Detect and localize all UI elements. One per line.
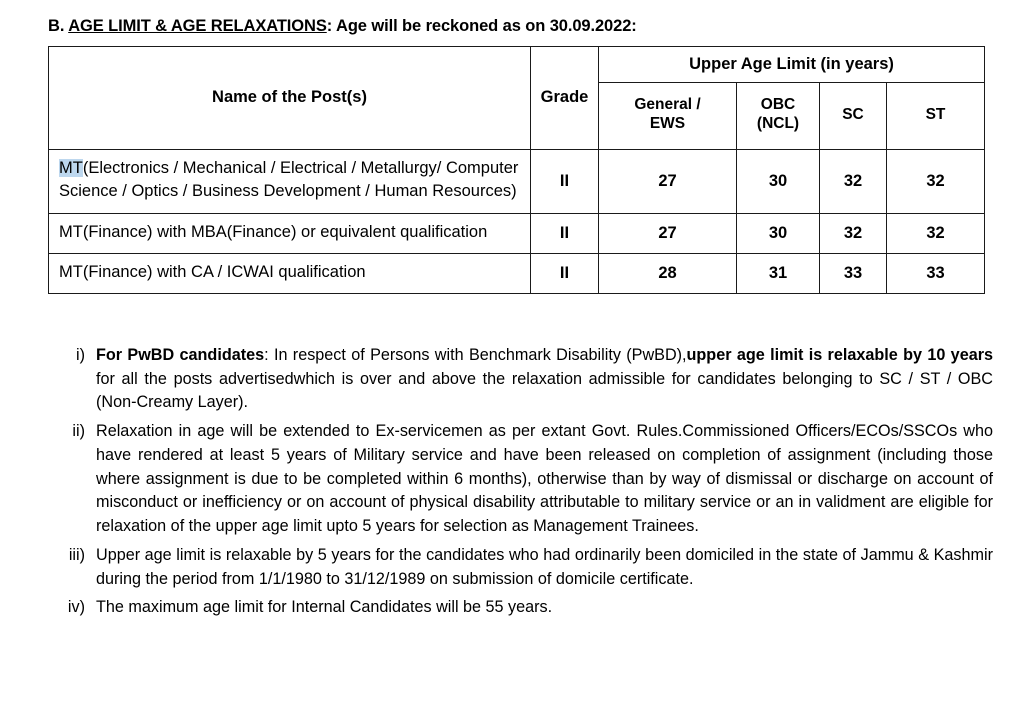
- section-letter: B.: [48, 17, 65, 35]
- cell-post-name: [49, 149, 531, 213]
- table-row: [49, 213, 985, 253]
- cell-post-name: MT(Finance) with CA / ICWAI qualification: [49, 254, 531, 294]
- cell-sc: 32: [820, 149, 887, 213]
- list-item: [48, 596, 993, 620]
- list-text: [96, 344, 993, 415]
- section-title: AGE LIMIT & AGE RELAXATIONS: [68, 17, 327, 35]
- cell-sc: 33: [820, 254, 887, 294]
- list-text: Relaxation in age will be extended to Ex-servicemen as per extant Govt. Rules.Commissioned Officers/ECOs/SSCOs who have rendered at least 5 years of Military service and have been released on completion of assignment (including those where assignment is due to be completed within 6 months), otherwise than by way of dismissal or discharge on account of misconduct or inefficiency or on account of physical disability attributable to military service or an in validment are eligible for relaxation of the upper age limit upto 5 years for selection as Management Trainees.: [96, 422, 993, 536]
- highlighted-text[interactable]: MT: [59, 158, 83, 177]
- table-row: [49, 254, 985, 294]
- column-header-general-ews: [599, 82, 737, 149]
- column-header-st: ST: [887, 82, 985, 149]
- cell-grade: II: [531, 254, 599, 294]
- obc-line2: (NCL): [756, 114, 800, 132]
- general-ews-line1: General /: [634, 96, 701, 114]
- general-ews-line2: EWS: [649, 114, 686, 132]
- list-marker: i): [76, 346, 85, 364]
- cell-post-name: MT(Finance) with MBA(Finance) or equivalent qualification: [49, 213, 531, 253]
- column-header-upper-age-limit: Upper Age Limit (in years): [599, 47, 985, 83]
- list-item: [48, 420, 993, 539]
- column-header-post: Name of the Post(s): [49, 47, 531, 150]
- note-text-part1: : In respect of Persons with Benchmark Disability (PwBD),: [264, 346, 687, 364]
- cell-obc-ncl: 31: [737, 254, 820, 294]
- list-marker: ii): [72, 422, 85, 441]
- cell-general-ews: 27: [599, 149, 737, 213]
- column-header-sc: SC: [820, 82, 887, 149]
- cell-st: 32: [887, 213, 985, 253]
- column-header-grade: Grade: [531, 47, 599, 150]
- post-name-text: (Electronics / Mechanical / Electrical / Metallurgy/ Computer Science / Optics / Business Development / Human Resources): [59, 158, 519, 201]
- cell-obc-ncl: 30: [737, 213, 820, 253]
- cell-general-ews: 28: [599, 254, 737, 294]
- note-bold-emphasis: upper age limit is relaxable by 10 years: [686, 346, 993, 364]
- list-marker: iii): [68, 545, 85, 564]
- obc-line1: OBC: [760, 96, 796, 114]
- age-limit-table: [48, 46, 985, 294]
- cell-grade: II: [531, 213, 599, 253]
- notes-list: [48, 344, 993, 620]
- list-text: Upper age limit is relaxable by 5 years for the candidates who had ordinarily been domiciled in the state of Jammu & Kashmir during the period from 1/1/1980 to 31/12/1989 on submission of domicile certificate.: [96, 545, 993, 588]
- cell-sc: 32: [820, 213, 887, 253]
- cell-st: 33: [887, 254, 985, 294]
- section-subtitle: : Age will be reckoned as on 30.09.2022:: [326, 17, 637, 35]
- table-row: [49, 149, 985, 213]
- cell-obc-ncl: 30: [737, 149, 820, 213]
- list-item: [48, 544, 993, 591]
- list-item: [48, 344, 993, 415]
- section-heading: [48, 17, 637, 36]
- table-header-row-1: [49, 47, 985, 83]
- note-bold-lead: For PwBD candidates: [96, 346, 265, 364]
- list-text: The maximum age limit for Internal Candidates will be 55 years.: [96, 598, 553, 617]
- note-text-part2: for all the posts advertisedwhich is over and above the relaxation admissible for candidates belonging to SC / ST / OBC (Non-Creamy Layer).: [96, 369, 993, 412]
- list-marker: iv): [67, 598, 85, 617]
- cell-grade: II: [531, 149, 599, 213]
- cell-st: 32: [887, 149, 985, 213]
- cell-general-ews: 27: [599, 213, 737, 253]
- column-header-obc-ncl: [737, 82, 820, 149]
